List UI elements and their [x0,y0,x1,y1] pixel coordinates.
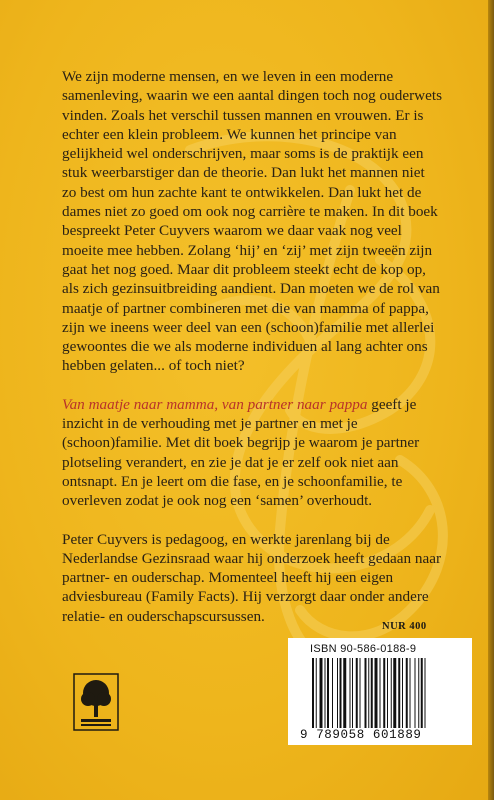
isbn-label: ISBN 90-586-0188-9 [310,643,417,655]
author-bio: Peter Cuyvers is pedagoog, en werkte jarenlang bij de Nederlandse Gezinsraad waar hij onderzoek heeft gedaan naar partner- en ouderschap. Momenteel heeft hij een eigen adviesbureau (Family Facts). Hij verzorgt daar onder andere relatie- en ouderschapscursussen. [62,530,442,625]
ean-number: 9 789058 601889 [300,728,422,742]
tree-logo-icon [73,673,119,731]
book-title: Van maatje naar mamma, van partner naar pappa [62,395,368,413]
barcode-icon [312,658,462,728]
nur-code: NUR 400 [382,621,427,632]
blurb-paragraph-1: We zijn moderne mensen, en we leven in een moderne samenleving, waarin we een aantal dingen toch nog ouderwets vinden. Zoals het verschil tussen mannen en vrouwen. Er is echter een klein probleem. We kunnen het principe van gelijkheid wel onderschrijven, maar soms is de praktijk een stuk weerbarstiger dan de theorie. Dan lukt het mannen niet zo best om hun zachte kant te ontwikkelen. Dan lukt het de dames niet zo goed om ook nog carrière te maken. In dit boek bespreekt Peter Cuyvers waarom we daar vaak nog veel moeite mee hebben. Zolang ‘hij’ en ‘zij’ met zijn tweeën zijn gaat het nog goed. Maar dit probleem steekt echt de kop op, als zich gezinsuitbreiding aandient. Dan moeten we de rol van maatje of partner combineren met die van mamma of pappa, zijn we ineens weer deel van een (schoon)familie met allerlei gewoontes die we als moderne individuen al lang achter ons hebben gelaten... of toch niet? [62,68,442,375]
spine-edge [488,0,494,800]
blurb-paragraph-2-rest: geeft je inzicht in de verhouding met je partner en met je (schoon)familie. Met dit boek begrijp je waarom je partner plotseling verandert, en zie je dat je er zelf ook niet aan ontsnapt. En je leert om die fase, en je schoonfamilie, te overleven zodat je ook nog een ‘samen’ overhoudt. [62,395,420,510]
blurb-text [62,67,442,645]
blurb-paragraph-2 [62,395,442,511]
